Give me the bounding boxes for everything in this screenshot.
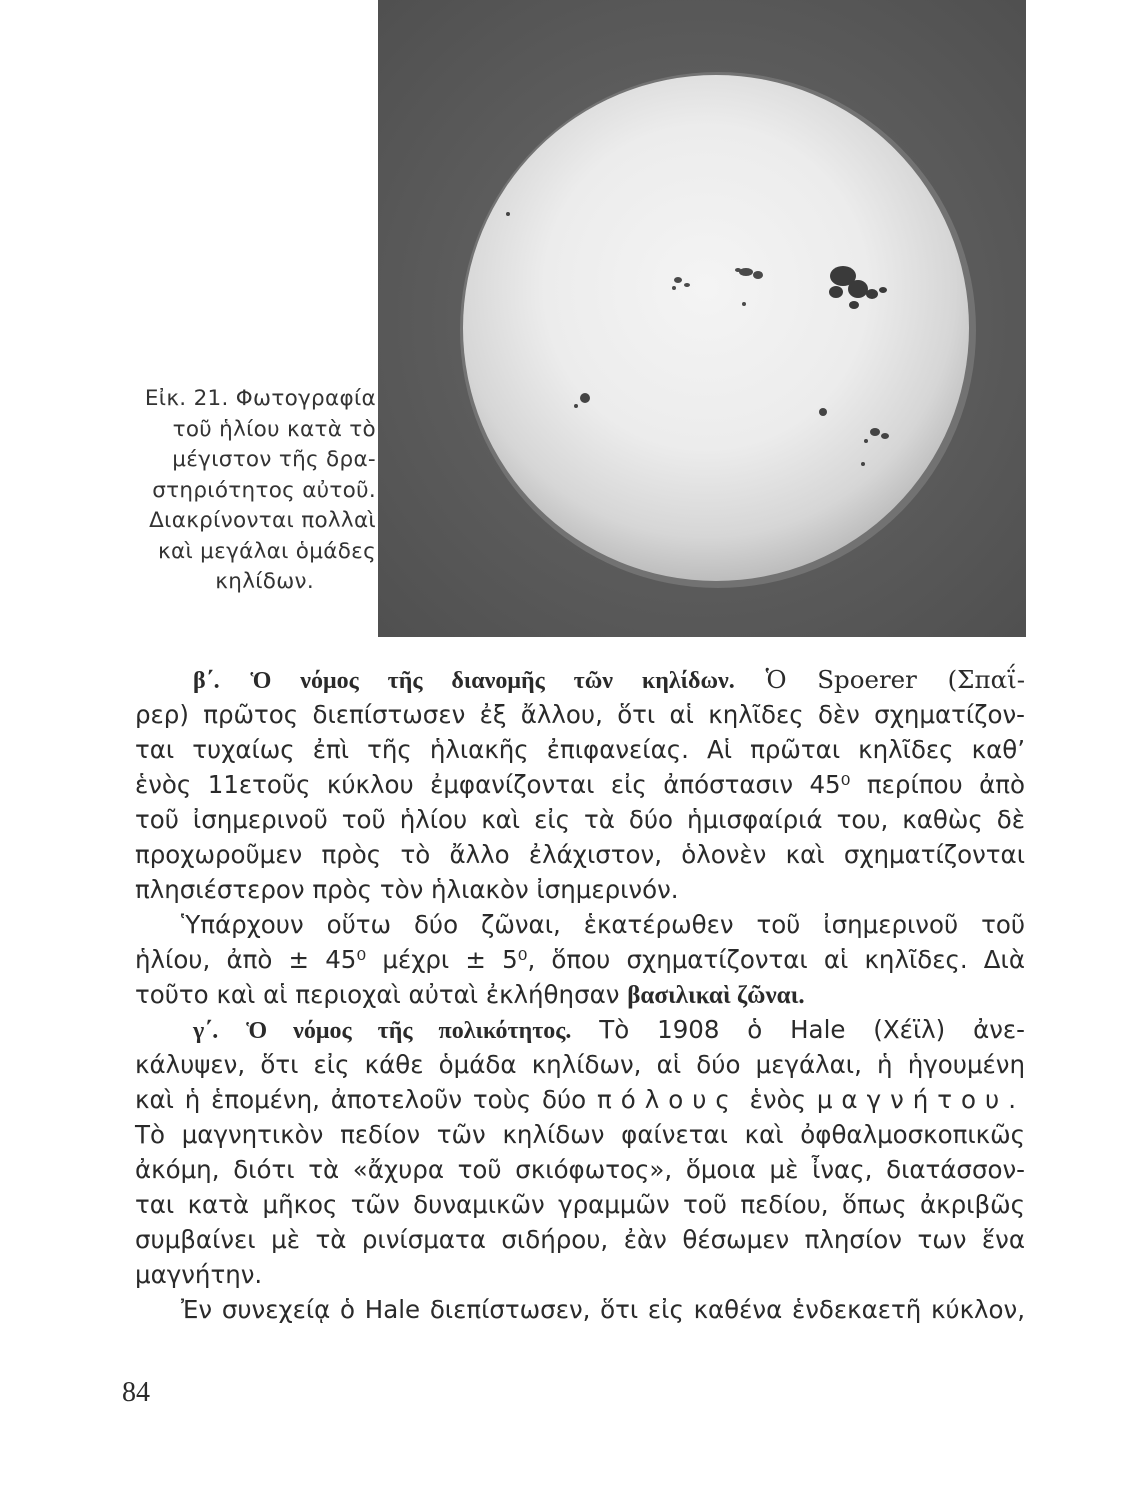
caption-line: Εἰκ. 21. Φωτογραφία	[144, 386, 376, 411]
section-label: γ΄.	[193, 1018, 219, 1044]
paragraph-line: Ὑπάρχουν οὕτω δύο ζῶναι, ἑκατέρωθεν τοῦ ἰσημερινοῦ τοῦ	[181, 910, 1025, 939]
paragraph-line: ται κατὰ μῆκος τῶν δυναμικῶν γραμμῶν τοῦ πεδίου, ὅπως ἀκριβῶς	[135, 1190, 1025, 1219]
paragraph-line: ρερ) πρῶτος διεπίστωσεν ἐξ ἄλλου, ὅτι αἱ κηλῖδες δὲν σχηματίζον-	[135, 700, 1025, 729]
paragraph-line: πλησιέστερον πρὸς τὸν ἡλιακὸν ἰσημερινόν.	[135, 875, 679, 904]
paragraph-line: Ἐν συνεχείᾳ ὁ Hale διεπίστωσεν, ὅτι εἰς καθένα ἑνδεκαετῆ κύκλον,	[181, 1295, 1025, 1324]
paragraph-line: προχωροῦμεν πρὸς τὸ ἄλλο ἐλάχιστον, ὁλονὲν καὶ σχηματίζονται	[135, 840, 1025, 869]
paragraph-line: Τὸ μαγνητικὸν πεδίον τῶν κηλίδων φαίνεται καὶ ὀφθαλμοσκοπικῶς	[135, 1120, 1025, 1149]
spaced-word-magnet: μαγνήτου.	[816, 1085, 1025, 1114]
paragraph-line: ἑνὸς 11ετοῦς κύκλου ἐμφανίζονται εἰς ἀπόστασιν 45⁰ περίπου ἀπὸ	[135, 770, 1025, 799]
paragraph-line: ται τυχαίως ἐπὶ τῆς ἡλιακῆς ἐπιφανείας. Αἱ πρῶται κηλῖδες καθ’	[135, 735, 1025, 764]
sun-disc-image	[378, 0, 1026, 637]
section-label: β΄.	[193, 668, 220, 694]
caption-line: κηλίδων.	[215, 569, 314, 594]
caption-line: καὶ μεγάλαι ὁμάδες	[158, 538, 376, 564]
sun-disc	[463, 75, 969, 581]
paragraph-line: ἡλίου, ἀπὸ ± 45⁰ μέχρι ± 5⁰, ὅπου σχηματίζονται αἱ κηλῖδες. Διὰ	[135, 945, 1025, 974]
paragraph-line: καὶ ἡ ἑπομένη, ἀποτελοῦν τοὺς δύο πόλους ἑνὸς μαγνήτου.	[135, 1085, 1025, 1114]
paragraph-line: κάλυψεν, ὅτι εἰς κάθε ὁμάδα κηλίδων, αἱ δύο μεγάλαι, ἡ ἡγουμένη	[135, 1050, 1025, 1079]
caption-line: Διακρίνονται πολλαὶ	[149, 508, 376, 533]
sun-photograph	[378, 0, 1026, 637]
paragraph-line: μαγνήτην.	[135, 1260, 263, 1289]
figure-caption	[118, 384, 376, 598]
spaced-word-poles: πόλους	[597, 1085, 739, 1114]
section-heading: Ὁ νόμος τῆς διανομῆς τῶν κηλίδων.	[250, 668, 735, 694]
paragraph-line: ἀκόμη, διότι τὰ «ἄχυρα τοῦ σκιόφωτος», ὅμοια μὲ ἶνας, διατάσσον-	[135, 1155, 1025, 1184]
paragraph-distribution-law	[135, 662, 1025, 1327]
page-number: 84	[122, 1377, 150, 1408]
royal-zones-term: βασιλικαὶ ζῶναι.	[627, 982, 805, 1009]
caption-line: στηριότητος αὐτοῦ.	[152, 477, 376, 503]
paragraph-line: β΄. Ὁ νόμος τῆς διανομῆς τῶν κηλίδων. Ὁ Spoerer (Σπαΐ-	[193, 665, 1026, 694]
caption-line: μέγιστον τῆς δρα-	[172, 447, 376, 472]
paragraph-line: τοῦ ἰσημερινοῦ τοῦ ἡλίου καὶ εἰς τὰ δύο ἡμισφαίριά του, καθὼς δὲ	[135, 805, 1025, 834]
paragraph-line: τοῦτο καὶ αἱ περιοχαὶ αὐταὶ ἐκλήθησαν βασιλικαὶ ζῶναι.	[135, 980, 805, 1009]
paragraph-line: γ΄. Ὁ νόμος τῆς πολικότητος. Τὸ 1908 ὁ Hale (Χέϊλ) ἀνε-	[193, 1015, 1026, 1044]
paragraph-line: συμβαίνει μὲ τὰ ρινίσματα σιδήρου, ἐὰν θέσωμεν πλησίον των ἕνα	[135, 1225, 1025, 1254]
section-heading: Ὁ νόμος τῆς πολικότητος.	[246, 1018, 572, 1044]
caption-line: τοῦ ἡλίου κατὰ τὸ	[172, 416, 376, 442]
